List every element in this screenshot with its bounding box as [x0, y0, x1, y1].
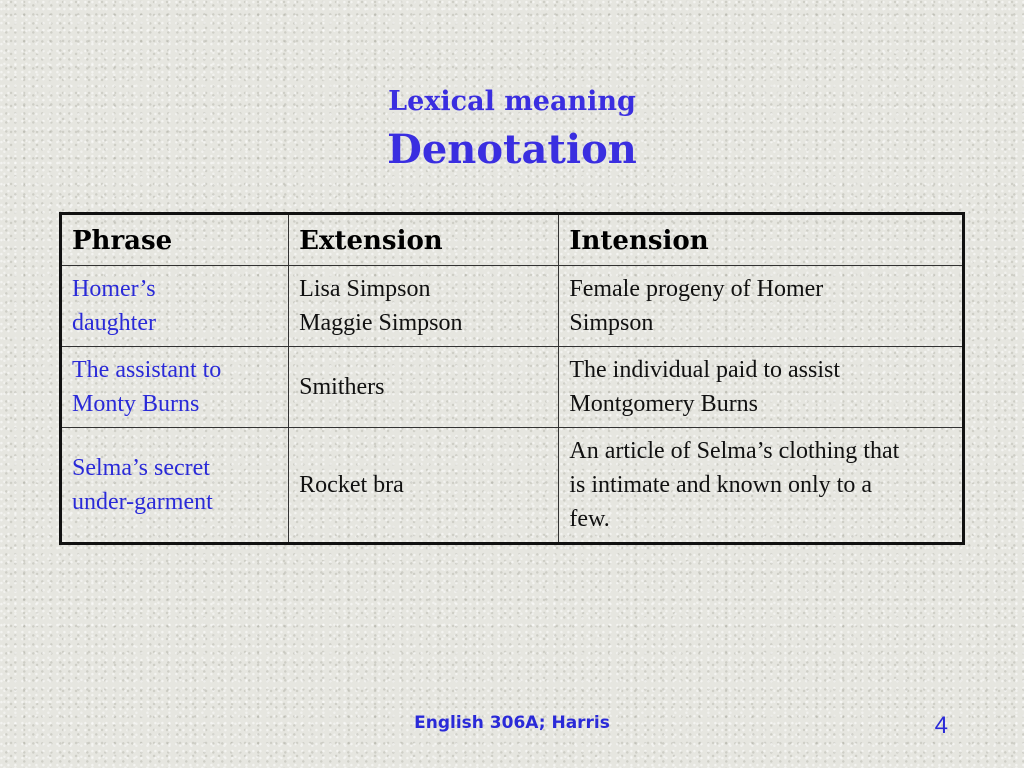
page-number: 4	[934, 712, 948, 739]
cell-line: The individual paid to assist	[569, 357, 840, 383]
header-extension: Extension	[289, 214, 559, 266]
table-row	[61, 266, 964, 347]
phrase-cell	[61, 428, 289, 544]
cell-line: Monty Burns	[72, 391, 200, 417]
cell-line: Smithers	[299, 374, 385, 400]
cell-line: An article of Selma’s clothing that	[569, 438, 900, 464]
cell-line: under-garment	[72, 489, 213, 515]
cell-line: Simpson	[569, 310, 654, 336]
cell-line: Montgomery Burns	[569, 391, 759, 417]
extension-cell	[289, 347, 559, 428]
extension-cell	[289, 266, 559, 347]
extension-cell	[289, 428, 559, 544]
cell-line: Selma’s secret	[72, 455, 210, 481]
table-header-row	[61, 214, 964, 266]
cell-line: daughter	[72, 310, 156, 336]
cell-line: Rocket bra	[299, 472, 404, 498]
header-phrase: Phrase	[61, 214, 289, 266]
slide-footer: English 306A; Harris	[414, 713, 610, 733]
phrase-cell	[61, 266, 289, 347]
intension-cell	[559, 266, 964, 347]
cell-line: Lisa Simpson	[299, 276, 431, 302]
cell-line: The assistant to	[72, 357, 222, 383]
cell-line: is intimate and known only to a	[569, 472, 872, 498]
cell-line: Maggie Simpson	[299, 310, 463, 336]
intension-cell	[559, 428, 964, 544]
phrase-cell	[61, 347, 289, 428]
slide-title: Lexical meaning	[388, 86, 636, 117]
slide-subtitle: Denotation	[387, 126, 637, 173]
slide-title-block	[0, 85, 1024, 175]
denotation-table	[59, 212, 965, 545]
cell-line: Homer’s	[72, 276, 156, 302]
header-intension: Intension	[559, 214, 964, 266]
cell-line: few.	[569, 506, 610, 532]
table-row	[61, 347, 964, 428]
cell-line: Female progeny of Homer	[569, 276, 824, 302]
table-row	[61, 428, 964, 544]
intension-cell	[559, 347, 964, 428]
